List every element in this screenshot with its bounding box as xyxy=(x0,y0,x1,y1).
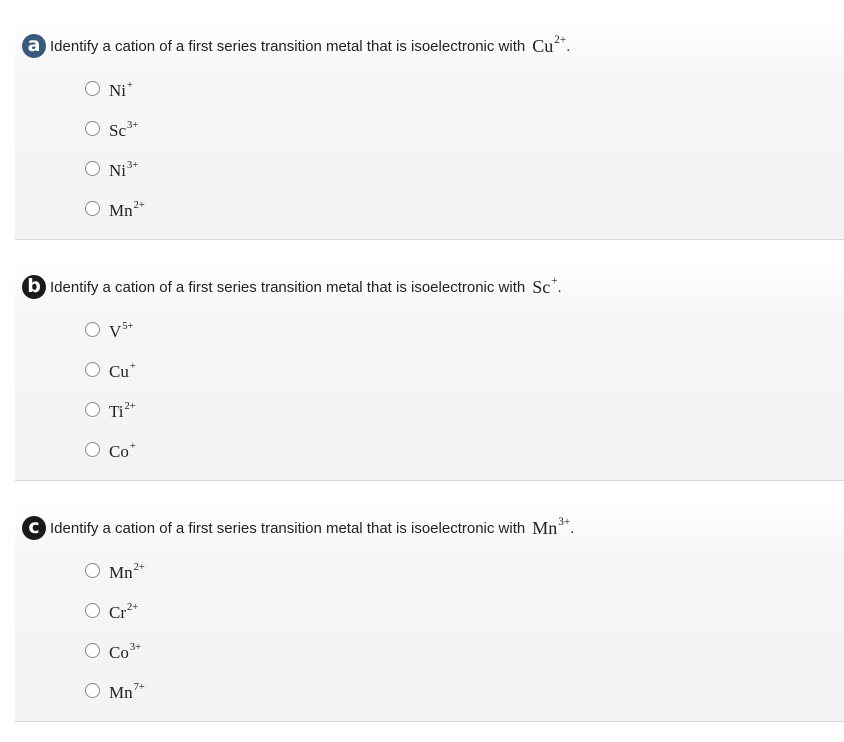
question-prompt: Identify a cation of a first series transition metal that is isoelectronic with xyxy=(50,519,526,537)
target-ion xyxy=(532,277,557,298)
option-c-2[interactable] xyxy=(85,593,145,633)
option-b-2[interactable] xyxy=(85,352,136,392)
option-symbol: Cu xyxy=(109,362,129,381)
option-symbol: Ni xyxy=(109,161,126,180)
target-ion xyxy=(532,518,570,539)
option-label xyxy=(109,563,145,583)
option-symbol: Mn xyxy=(109,563,133,582)
answer-options xyxy=(85,71,145,231)
radio-button[interactable] xyxy=(85,442,100,457)
question-panel-c xyxy=(15,502,844,722)
option-label xyxy=(109,81,133,101)
question-panel-a xyxy=(15,20,844,240)
target-symbol: Mn xyxy=(532,517,558,538)
option-label xyxy=(109,643,141,663)
option-symbol: Ti xyxy=(109,402,124,421)
question-header xyxy=(22,516,574,540)
radio-button[interactable] xyxy=(85,402,100,417)
radio-button[interactable] xyxy=(85,683,100,698)
target-symbol: Sc xyxy=(532,276,551,297)
option-symbol: Mn xyxy=(109,201,133,220)
radio-button[interactable] xyxy=(85,121,100,136)
option-charge: 2+ xyxy=(133,562,145,574)
answer-options xyxy=(85,553,145,713)
radio-button[interactable] xyxy=(85,81,100,96)
option-charge: 2+ xyxy=(124,401,136,413)
part-a-badge: a xyxy=(22,34,46,58)
option-b-1[interactable] xyxy=(85,312,136,352)
question-header xyxy=(22,34,570,58)
part-b-badge: b xyxy=(22,275,46,299)
option-charge: 2+ xyxy=(127,602,139,614)
target-ion xyxy=(532,36,566,57)
option-charge: 3+ xyxy=(129,642,142,654)
option-c-1[interactable] xyxy=(85,553,145,593)
option-label xyxy=(109,121,138,141)
option-charge: + xyxy=(127,80,133,92)
radio-button[interactable] xyxy=(85,563,100,578)
prompt-period: . xyxy=(566,37,571,55)
option-charge: 2+ xyxy=(133,200,145,212)
option-b-3[interactable] xyxy=(85,392,136,432)
question-prompt: Identify a cation of a first series transition metal that is isoelectronic with xyxy=(50,278,526,296)
option-label xyxy=(109,603,138,623)
question-panel-b xyxy=(15,261,844,481)
option-charge: + xyxy=(129,361,136,373)
option-label xyxy=(109,161,138,181)
option-symbol: Cr xyxy=(109,603,126,622)
option-symbol: V xyxy=(109,322,122,341)
option-a-4[interactable] xyxy=(85,191,145,231)
prompt-period: . xyxy=(557,278,562,296)
target-symbol: Cu xyxy=(532,35,554,56)
target-charge: 2+ xyxy=(554,34,567,47)
option-label xyxy=(109,322,134,342)
radio-button[interactable] xyxy=(85,201,100,216)
option-label xyxy=(109,362,136,382)
option-symbol: Ni xyxy=(109,81,126,100)
question-prompt: Identify a cation of a first series transition metal that is isoelectronic with xyxy=(50,37,526,55)
target-charge: + xyxy=(551,275,558,288)
option-c-3[interactable] xyxy=(85,633,145,673)
option-symbol: Sc xyxy=(109,121,126,140)
option-label xyxy=(109,402,136,422)
option-label xyxy=(109,201,145,221)
option-a-3[interactable] xyxy=(85,151,145,191)
option-symbol: Co xyxy=(109,643,129,662)
option-a-2[interactable] xyxy=(85,111,145,151)
option-charge: 5+ xyxy=(122,321,134,333)
option-label xyxy=(109,683,145,703)
option-a-1[interactable] xyxy=(85,71,145,111)
radio-button[interactable] xyxy=(85,643,100,658)
option-label xyxy=(109,442,136,462)
option-symbol: Mn xyxy=(109,683,133,702)
option-charge: 3+ xyxy=(127,160,139,172)
option-symbol: Co xyxy=(109,442,129,461)
radio-button[interactable] xyxy=(85,161,100,176)
answer-options xyxy=(85,312,136,472)
radio-button[interactable] xyxy=(85,322,100,337)
option-charge: 7+ xyxy=(133,682,145,694)
option-charge: + xyxy=(129,441,136,453)
radio-button[interactable] xyxy=(85,603,100,618)
option-b-4[interactable] xyxy=(85,432,136,472)
radio-button[interactable] xyxy=(85,362,100,377)
prompt-period: . xyxy=(570,519,575,537)
option-c-4[interactable] xyxy=(85,673,145,713)
part-c-badge: c xyxy=(22,516,46,540)
target-charge: 3+ xyxy=(558,516,571,529)
question-header xyxy=(22,275,562,299)
option-charge: 3+ xyxy=(127,120,139,132)
